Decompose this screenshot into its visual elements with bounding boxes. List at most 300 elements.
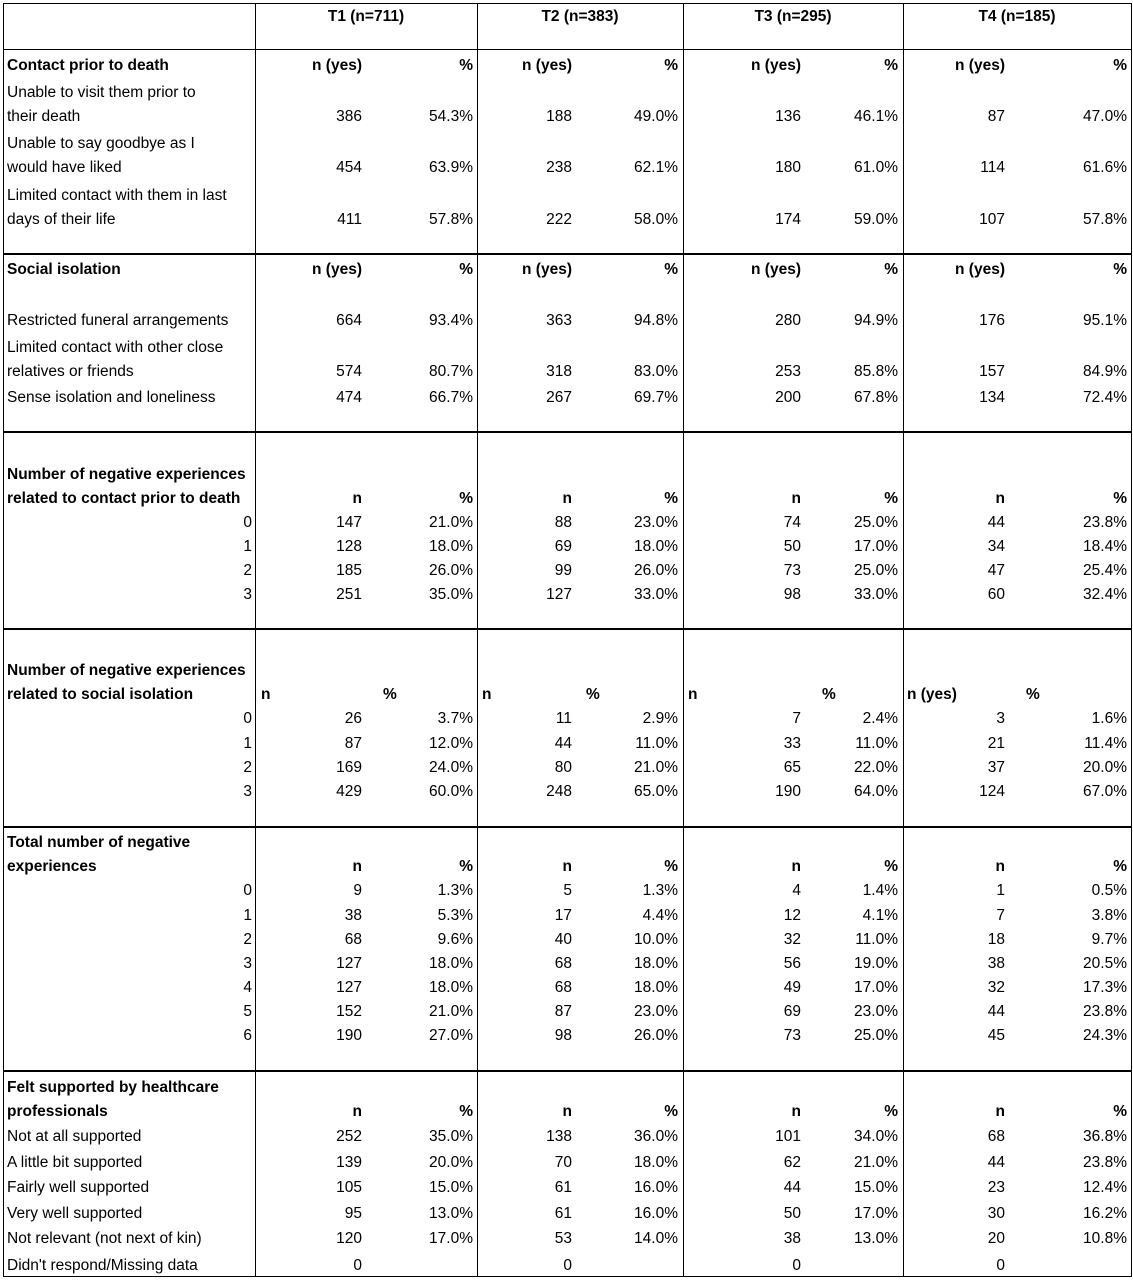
cell-n: 318 — [546, 363, 572, 380]
cell-n: 88 — [554, 514, 572, 531]
cell-percent: 35.0% — [429, 1128, 473, 1145]
cell-percent: 33.0% — [854, 586, 898, 603]
cell-percent: 20.5% — [1083, 955, 1127, 972]
cell-percent: 65.0% — [634, 783, 678, 800]
cell-percent: 10.0% — [634, 931, 678, 948]
cell-n: 101 — [775, 1128, 801, 1145]
cell-n: 34 — [987, 538, 1005, 555]
cell-n: 69 — [783, 1003, 801, 1020]
subheader-n: n — [482, 686, 492, 703]
subheader-n: n (yes) — [955, 261, 1005, 278]
subheader-percent: % — [459, 858, 473, 875]
cell-n: 139 — [336, 1154, 362, 1171]
cell-n: 134 — [979, 389, 1005, 406]
subheader-n: n (yes) — [522, 57, 572, 74]
cell-percent: 17.3% — [1083, 979, 1127, 996]
cell-percent: 33.0% — [634, 586, 678, 603]
subheader-n: n — [352, 490, 362, 507]
cell-n: 12 — [783, 907, 801, 924]
cell-n: 152 — [336, 1003, 362, 1020]
section-title: Social isolation — [7, 261, 121, 278]
cell-percent: 23.8% — [1083, 1003, 1127, 1020]
cell-percent: 21.0% — [854, 1154, 898, 1171]
cell-n: 87 — [987, 108, 1005, 125]
row-label: their death — [7, 108, 81, 125]
cell-n: 120 — [336, 1230, 362, 1247]
cell-percent: 85.8% — [854, 363, 898, 380]
subheader-n: n (yes) — [312, 261, 362, 278]
cell-n: 37 — [987, 759, 1005, 776]
cell-percent: 18.4% — [1083, 538, 1127, 555]
cell-n: 49 — [783, 979, 801, 996]
cell-n: 251 — [336, 586, 362, 603]
row-label: 4 — [243, 979, 252, 996]
subheader-percent: % — [664, 1103, 678, 1120]
cell-n: 7 — [792, 710, 801, 727]
section-title: Contact prior to death — [7, 57, 169, 74]
subheader-percent: % — [884, 1103, 898, 1120]
cell-percent: 16.2% — [1083, 1205, 1127, 1222]
cell-percent: 58.0% — [634, 211, 678, 228]
row-label: days of their life — [7, 211, 116, 228]
cell-percent: 23.0% — [854, 1003, 898, 1020]
cell-percent: 27.0% — [429, 1027, 473, 1044]
column-rule — [1131, 3, 1132, 1277]
cell-n: 87 — [554, 1003, 572, 1020]
cell-n: 62 — [783, 1154, 801, 1171]
cell-n: 267 — [546, 389, 572, 406]
cell-n: 60 — [987, 586, 1005, 603]
header-rule — [3, 49, 1131, 50]
subheader-percent: % — [1026, 686, 1040, 703]
row-label: Restricted funeral arrangements — [7, 312, 229, 329]
row-label: A little bit supported — [7, 1154, 143, 1171]
cell-percent: 47.0% — [1083, 108, 1127, 125]
subheader-percent: % — [884, 490, 898, 507]
subheader-n: n (yes) — [312, 57, 362, 74]
cell-n: 107 — [979, 211, 1005, 228]
cell-n: 222 — [546, 211, 572, 228]
cell-n: 80 — [554, 759, 572, 776]
row-label: 1 — [243, 735, 252, 752]
cell-percent: 15.0% — [854, 1179, 898, 1196]
cell-n: 44 — [987, 514, 1005, 531]
cell-n: 68 — [344, 931, 362, 948]
section-title: professionals — [7, 1103, 108, 1120]
cell-n: 44 — [987, 1154, 1005, 1171]
cell-percent: 17.0% — [854, 538, 898, 555]
cell-percent: 0.5% — [1091, 882, 1127, 899]
cell-n: 61 — [554, 1205, 572, 1222]
cell-percent: 13.0% — [429, 1205, 473, 1222]
cell-n: 26 — [344, 710, 362, 727]
cell-percent: 83.0% — [634, 363, 678, 380]
table-border-bottom — [3, 1276, 1131, 1277]
cell-n: 664 — [336, 312, 362, 329]
subheader-n: n — [791, 490, 801, 507]
cell-n: 454 — [336, 159, 362, 176]
cell-n: 238 — [546, 159, 572, 176]
cell-n: 87 — [344, 735, 362, 752]
cell-percent: 84.9% — [1083, 363, 1127, 380]
cell-n: 18 — [987, 931, 1005, 948]
cell-n: 32 — [987, 979, 1005, 996]
subheader-n: n — [352, 858, 362, 875]
cell-n: 74 — [783, 514, 801, 531]
cell-percent: 18.0% — [634, 955, 678, 972]
column-header: T2 (n=383) — [541, 8, 619, 25]
cell-percent: 59.0% — [854, 211, 898, 228]
subheader-n: n (yes) — [751, 261, 801, 278]
subheader-percent: % — [884, 57, 898, 74]
cell-percent: 94.8% — [634, 312, 678, 329]
cell-percent: 21.0% — [634, 759, 678, 776]
cell-n: 68 — [554, 955, 572, 972]
subheader-n: n — [995, 490, 1005, 507]
subheader-percent: % — [664, 490, 678, 507]
cell-n: 99 — [554, 562, 572, 579]
cell-n: 95 — [344, 1205, 362, 1222]
cell-percent: 36.0% — [634, 1128, 678, 1145]
cell-n: 68 — [554, 979, 572, 996]
cell-n: 474 — [336, 389, 362, 406]
cell-n: 188 — [546, 108, 572, 125]
cell-percent: 62.1% — [634, 159, 678, 176]
section-rule — [3, 253, 1131, 255]
cell-n: 386 — [336, 108, 362, 125]
column-rule — [683, 3, 684, 1277]
subheader-percent: % — [459, 261, 473, 278]
cell-percent: 21.0% — [429, 1003, 473, 1020]
column-header: T1 (n=711) — [327, 8, 405, 25]
cell-n: 5 — [563, 882, 572, 899]
cell-n: 17 — [554, 907, 572, 924]
cell-n: 190 — [336, 1027, 362, 1044]
cell-n: 105 — [336, 1179, 362, 1196]
cell-percent: 26.0% — [429, 562, 473, 579]
subheader-n: n — [352, 1103, 362, 1120]
cell-percent: 1.4% — [862, 882, 898, 899]
cell-n: 98 — [554, 1027, 572, 1044]
cell-percent: 23.8% — [1083, 514, 1127, 531]
row-label: 6 — [243, 1027, 252, 1044]
cell-n: 252 — [336, 1128, 362, 1145]
subheader-n: n — [995, 858, 1005, 875]
table-border-top — [3, 3, 1131, 4]
cell-n: 574 — [336, 363, 362, 380]
cell-n: 33 — [783, 735, 801, 752]
cell-n: 61 — [554, 1179, 572, 1196]
cell-n: 44 — [987, 1003, 1005, 1020]
subheader-percent: % — [459, 490, 473, 507]
cell-n: 429 — [336, 783, 362, 800]
cell-percent: 60.0% — [429, 783, 473, 800]
cell-percent: 61.6% — [1083, 159, 1127, 176]
row-label: Sense isolation and loneliness — [7, 389, 216, 406]
cell-n: 0 — [792, 1257, 801, 1274]
cell-percent: 1.6% — [1091, 710, 1127, 727]
cell-percent: 34.0% — [854, 1128, 898, 1145]
subheader-n: n — [562, 490, 572, 507]
cell-n: 7 — [996, 907, 1005, 924]
subheader-percent: % — [586, 686, 600, 703]
cell-n: 30 — [987, 1205, 1005, 1222]
subheader-percent: % — [664, 57, 678, 74]
cell-percent: 16.0% — [634, 1205, 678, 1222]
cell-percent: 26.0% — [634, 1027, 678, 1044]
subheader-percent: % — [1113, 1103, 1127, 1120]
cell-n: 4 — [792, 882, 801, 899]
cell-percent: 15.0% — [429, 1179, 473, 1196]
cell-n: 180 — [775, 159, 801, 176]
row-label: 3 — [243, 955, 252, 972]
cell-percent: 25.0% — [854, 514, 898, 531]
cell-percent: 11.0% — [855, 931, 898, 948]
cell-n: 127 — [336, 955, 362, 972]
cell-percent: 19.0% — [854, 955, 898, 972]
cell-percent: 17.0% — [429, 1230, 473, 1247]
section-title: Felt supported by healthcare — [7, 1079, 219, 1096]
row-label: Unable to visit them prior to — [7, 84, 196, 101]
cell-n: 280 — [775, 312, 801, 329]
subheader-n: n — [562, 858, 572, 875]
cell-n: 73 — [783, 562, 801, 579]
cell-n: 176 — [979, 312, 1005, 329]
cell-n: 20 — [987, 1230, 1005, 1247]
cell-percent: 25.0% — [854, 562, 898, 579]
subheader-n: n — [562, 1103, 572, 1120]
section-rule — [3, 628, 1131, 630]
subheader-percent: % — [1113, 261, 1127, 278]
row-label: would have liked — [7, 159, 122, 176]
cell-n: 147 — [336, 514, 362, 531]
subheader-percent: % — [1113, 490, 1127, 507]
cell-percent: 16.0% — [634, 1179, 678, 1196]
cell-n: 9 — [353, 882, 362, 899]
column-rule — [3, 3, 4, 1277]
cell-n: 190 — [775, 783, 801, 800]
cell-percent: 9.7% — [1091, 931, 1127, 948]
cell-percent: 64.0% — [854, 783, 898, 800]
cell-n: 73 — [783, 1027, 801, 1044]
cell-n: 128 — [336, 538, 362, 555]
cell-percent: 17.0% — [854, 1205, 898, 1222]
subheader-n: n — [791, 1103, 801, 1120]
cell-percent: 10.8% — [1083, 1230, 1127, 1247]
section-title: Number of negative experiences — [7, 466, 246, 483]
section-title: Total number of negative — [7, 834, 191, 851]
cell-percent: 11.0% — [635, 735, 678, 752]
row-label: 1 — [243, 907, 252, 924]
cell-n: 68 — [987, 1128, 1005, 1145]
cell-n: 1 — [996, 882, 1005, 899]
cell-n: 157 — [979, 363, 1005, 380]
cell-n: 50 — [783, 538, 801, 555]
row-label: 5 — [243, 1003, 252, 1020]
cell-percent: 72.4% — [1083, 389, 1127, 406]
cell-n: 98 — [783, 586, 801, 603]
subheader-n: n — [995, 1103, 1005, 1120]
cell-n: 44 — [554, 735, 572, 752]
section-title: Number of negative experiences — [7, 662, 246, 679]
cell-n: 69 — [554, 538, 572, 555]
cell-n: 200 — [775, 389, 801, 406]
row-label: 2 — [243, 562, 252, 579]
row-label: 2 — [243, 931, 252, 948]
cell-n: 0 — [353, 1257, 362, 1274]
cell-n: 0 — [563, 1257, 572, 1274]
cell-percent: 69.7% — [634, 389, 678, 406]
subheader-percent: % — [1113, 858, 1127, 875]
subheader-percent: % — [383, 686, 397, 703]
cell-n: 56 — [783, 955, 801, 972]
cell-n: 136 — [775, 108, 801, 125]
cell-percent: 18.0% — [429, 955, 473, 972]
subheader-percent: % — [1113, 57, 1127, 74]
subheader-n: n (yes) — [751, 57, 801, 74]
cell-percent: 67.8% — [854, 389, 898, 406]
cell-percent: 66.7% — [429, 389, 473, 406]
cell-percent: 20.0% — [1083, 759, 1127, 776]
cell-percent: 9.6% — [437, 931, 473, 948]
subheader-n: n — [688, 686, 698, 703]
row-label: 0 — [243, 514, 252, 531]
cell-percent: 32.4% — [1083, 586, 1127, 603]
cell-n: 50 — [783, 1205, 801, 1222]
row-label: 0 — [243, 710, 252, 727]
cell-percent: 36.8% — [1083, 1128, 1127, 1145]
cell-percent: 20.0% — [429, 1154, 473, 1171]
column-header: T3 (n=295) — [754, 8, 832, 25]
subheader-n: n (yes) — [522, 261, 572, 278]
subheader-percent: % — [884, 261, 898, 278]
cell-percent: 61.0% — [854, 159, 898, 176]
cell-percent: 24.0% — [429, 759, 473, 776]
cell-n: 127 — [546, 586, 572, 603]
cell-percent: 13.0% — [854, 1230, 898, 1247]
cell-percent: 12.0% — [429, 735, 473, 752]
cell-n: 47 — [987, 562, 1005, 579]
cell-n: 38 — [987, 955, 1005, 972]
cell-n: 21 — [987, 735, 1005, 752]
subheader-n: n (yes) — [907, 686, 957, 703]
section-rule — [3, 431, 1131, 433]
subheader-percent: % — [664, 858, 678, 875]
cell-percent: 57.8% — [1083, 211, 1127, 228]
cell-percent: 18.0% — [429, 538, 473, 555]
cell-n: 53 — [554, 1230, 572, 1247]
cell-percent: 18.0% — [429, 979, 473, 996]
cell-n: 411 — [337, 211, 362, 228]
cell-n: 3 — [996, 710, 1005, 727]
subheader-percent: % — [459, 1103, 473, 1120]
cell-n: 169 — [336, 759, 362, 776]
cell-percent: 1.3% — [642, 882, 678, 899]
cell-n: 70 — [554, 1154, 572, 1171]
cell-percent: 2.9% — [642, 710, 678, 727]
subheader-percent: % — [884, 858, 898, 875]
cell-percent: 22.0% — [854, 759, 898, 776]
cell-percent: 25.0% — [854, 1027, 898, 1044]
cell-percent: 14.0% — [634, 1230, 678, 1247]
section-title: experiences — [7, 858, 97, 875]
row-label: 0 — [243, 882, 252, 899]
cell-percent: 23.0% — [634, 514, 678, 531]
cell-percent: 80.7% — [429, 363, 473, 380]
row-label: 1 — [243, 538, 252, 555]
row-label: Didn't respond/Missing data — [7, 1257, 198, 1274]
cell-percent: 25.4% — [1083, 562, 1127, 579]
cell-percent: 23.0% — [634, 1003, 678, 1020]
cell-percent: 24.3% — [1083, 1027, 1127, 1044]
cell-percent: 18.0% — [634, 538, 678, 555]
column-rule — [255, 3, 256, 1277]
cell-n: 174 — [775, 211, 801, 228]
cell-n: 44 — [783, 1179, 801, 1196]
row-label: 3 — [243, 586, 252, 603]
row-label: relatives or friends — [7, 363, 134, 380]
cell-n: 65 — [783, 759, 801, 776]
cell-n: 0 — [996, 1257, 1005, 1274]
subheader-percent: % — [664, 261, 678, 278]
column-rule — [477, 3, 478, 1277]
cell-percent: 18.0% — [634, 1154, 678, 1171]
subheader-n: n — [791, 858, 801, 875]
cell-n: 124 — [979, 783, 1005, 800]
subheader-n: n — [261, 686, 271, 703]
section-title: related to social isolation — [7, 686, 194, 703]
column-header: T4 (n=185) — [978, 8, 1056, 25]
cell-n: 363 — [546, 312, 572, 329]
cell-percent: 35.0% — [429, 586, 473, 603]
cell-percent: 11.0% — [855, 735, 898, 752]
cell-percent: 21.0% — [429, 514, 473, 531]
subheader-n: n (yes) — [955, 57, 1005, 74]
cell-percent: 4.1% — [862, 907, 898, 924]
cell-percent: 23.8% — [1083, 1154, 1127, 1171]
cell-percent: 26.0% — [634, 562, 678, 579]
cell-percent: 4.4% — [642, 907, 678, 924]
subheader-percent: % — [459, 57, 473, 74]
row-label: Unable to say goodbye as I — [7, 135, 195, 152]
subheader-percent: % — [822, 686, 836, 703]
cell-percent: 49.0% — [634, 108, 678, 125]
cell-percent: 54.3% — [429, 108, 473, 125]
cell-n: 185 — [336, 562, 362, 579]
row-label: Not at all supported — [7, 1128, 142, 1145]
cell-n: 248 — [546, 783, 572, 800]
cell-n: 32 — [783, 931, 801, 948]
row-label: 3 — [243, 783, 252, 800]
cell-n: 40 — [554, 931, 572, 948]
cell-n: 11 — [555, 710, 572, 727]
cell-percent: 12.4% — [1083, 1179, 1127, 1196]
cell-percent: 3.7% — [437, 710, 473, 727]
cell-percent: 94.9% — [854, 312, 898, 329]
column-rule — [903, 3, 904, 1277]
cell-n: 45 — [987, 1027, 1005, 1044]
row-label: Very well supported — [7, 1205, 143, 1222]
cell-percent: 67.0% — [1083, 783, 1127, 800]
cell-percent: 5.3% — [437, 907, 473, 924]
cell-n: 38 — [344, 907, 362, 924]
cell-percent: 63.9% — [429, 159, 473, 176]
cell-percent: 93.4% — [429, 312, 473, 329]
row-label: Not relevant (not next of kin) — [7, 1230, 202, 1247]
cell-percent: 1.3% — [437, 882, 473, 899]
cell-n: 138 — [546, 1128, 572, 1145]
cell-n: 38 — [783, 1230, 801, 1247]
